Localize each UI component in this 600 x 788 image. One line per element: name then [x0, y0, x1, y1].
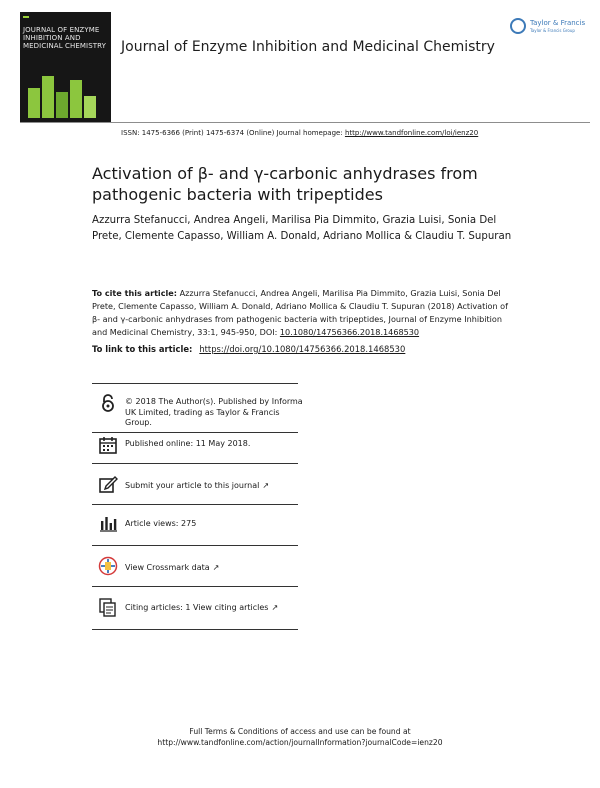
calendar-icon [98, 435, 118, 455]
publisher-logo-line2: Taylor & Francis Group [530, 28, 575, 33]
journal-homepage-link[interactable]: http://www.tandfonline.com/loi/ienz20 [344, 129, 479, 137]
footer-terms-link[interactable]: http://www.tandfonline.com/action/journalInformation?journalCode=ienz20 [157, 738, 443, 747]
crossmark-text: View Crossmark data [125, 563, 210, 572]
submit-article-text: Submit your article to this journal [125, 481, 260, 490]
section-divider [92, 586, 298, 587]
article-doi-link[interactable]: https://doi.org/10.1080/14756366.2018.1468530 [199, 344, 406, 354]
section-divider [92, 463, 298, 464]
cover-title [23, 26, 109, 50]
article-link-line [92, 344, 405, 354]
issn-text: ISSN: 1475-6366 (Print) 1475-6374 (Online) Journal homepage: [121, 129, 345, 137]
publisher-logo-line1: Taylor & Francis [530, 19, 586, 27]
header-divider [20, 122, 590, 123]
bar-chart-icon [98, 513, 118, 533]
crossmark-icon [98, 556, 118, 576]
cover-title-line: JOURNAL OF ENZYME [23, 26, 100, 34]
citing-articles-link[interactable] [125, 603, 305, 614]
article-title: Activation of β- and γ-carbonic anhydrases from pathogenic bacteria with tripeptides [92, 164, 478, 204]
external-link-icon: ↗ [271, 603, 279, 612]
citing-articles-icon [98, 597, 118, 617]
section-divider [92, 383, 298, 384]
external-link-icon: ↗ [212, 563, 220, 572]
article-views: Article views: 275 [125, 519, 197, 528]
issn-line [121, 129, 478, 137]
journal-title: Journal of Enzyme Inhibition and Medicinal Chemistry [121, 39, 495, 55]
footer [100, 726, 500, 748]
article-link-label: To link to this article: [92, 344, 196, 354]
cover-graphic [20, 70, 111, 118]
cover-title-line: MEDICINAL CHEMISTRY [23, 42, 107, 50]
external-link-icon: ↗ [262, 481, 270, 490]
submit-article-link[interactable] [125, 481, 305, 492]
cover-accent-line [23, 16, 29, 18]
section-divider [92, 545, 298, 546]
citing-articles-text: Citing articles: 1 View citing articles [125, 603, 269, 612]
doi-link[interactable]: 10.1080/14756366.2018.1468530 [279, 327, 420, 337]
article-authors: Azzurra Stefanucci, Andrea Angeli, Marilisa Pia Dimmito, Grazia Luisi, Sonia Del Prete, Clemente Capasso, William A. Donald, Adriano Mollica & Claudiu T. Supuran [92, 215, 512, 242]
publisher-logo [510, 18, 588, 38]
section-divider [92, 504, 298, 505]
footer-line1: Full Terms & Conditions of access and use can be found at [189, 727, 411, 736]
journal-cover [20, 12, 111, 122]
citation-block [92, 287, 512, 339]
crossmark-link[interactable] [125, 563, 305, 574]
taylor-francis-logo-icon [510, 18, 526, 34]
edit-icon [98, 474, 118, 494]
section-divider [92, 629, 298, 630]
open-access-icon [98, 393, 118, 413]
citation-text: Azzurra Stefanucci, Andrea Angeli, Marilisa Pia Dimmito, Grazia Luisi, Sonia Del Prete, Clemente Capasso, William A. Donald, Adriano Mollica & Claudiu T. Supuran (2018) Activation of β- and γ-carbonic anhydrases from pathogenic bacteria with tripeptides, Journal of Enzyme Inhibition and Medicinal Chemistry, 33:1, 945-950, DOI: [92, 288, 508, 337]
cover-title-line: INHIBITION AND [23, 34, 81, 42]
section-divider [92, 432, 298, 433]
citation-label: To cite this article: [92, 288, 178, 298]
open-access-text: © 2018 The Author(s). Published by Informa UK Limited, trading as Taylor & Francis Group. [125, 397, 303, 427]
published-date: Published online: 11 May 2018. [125, 439, 251, 448]
